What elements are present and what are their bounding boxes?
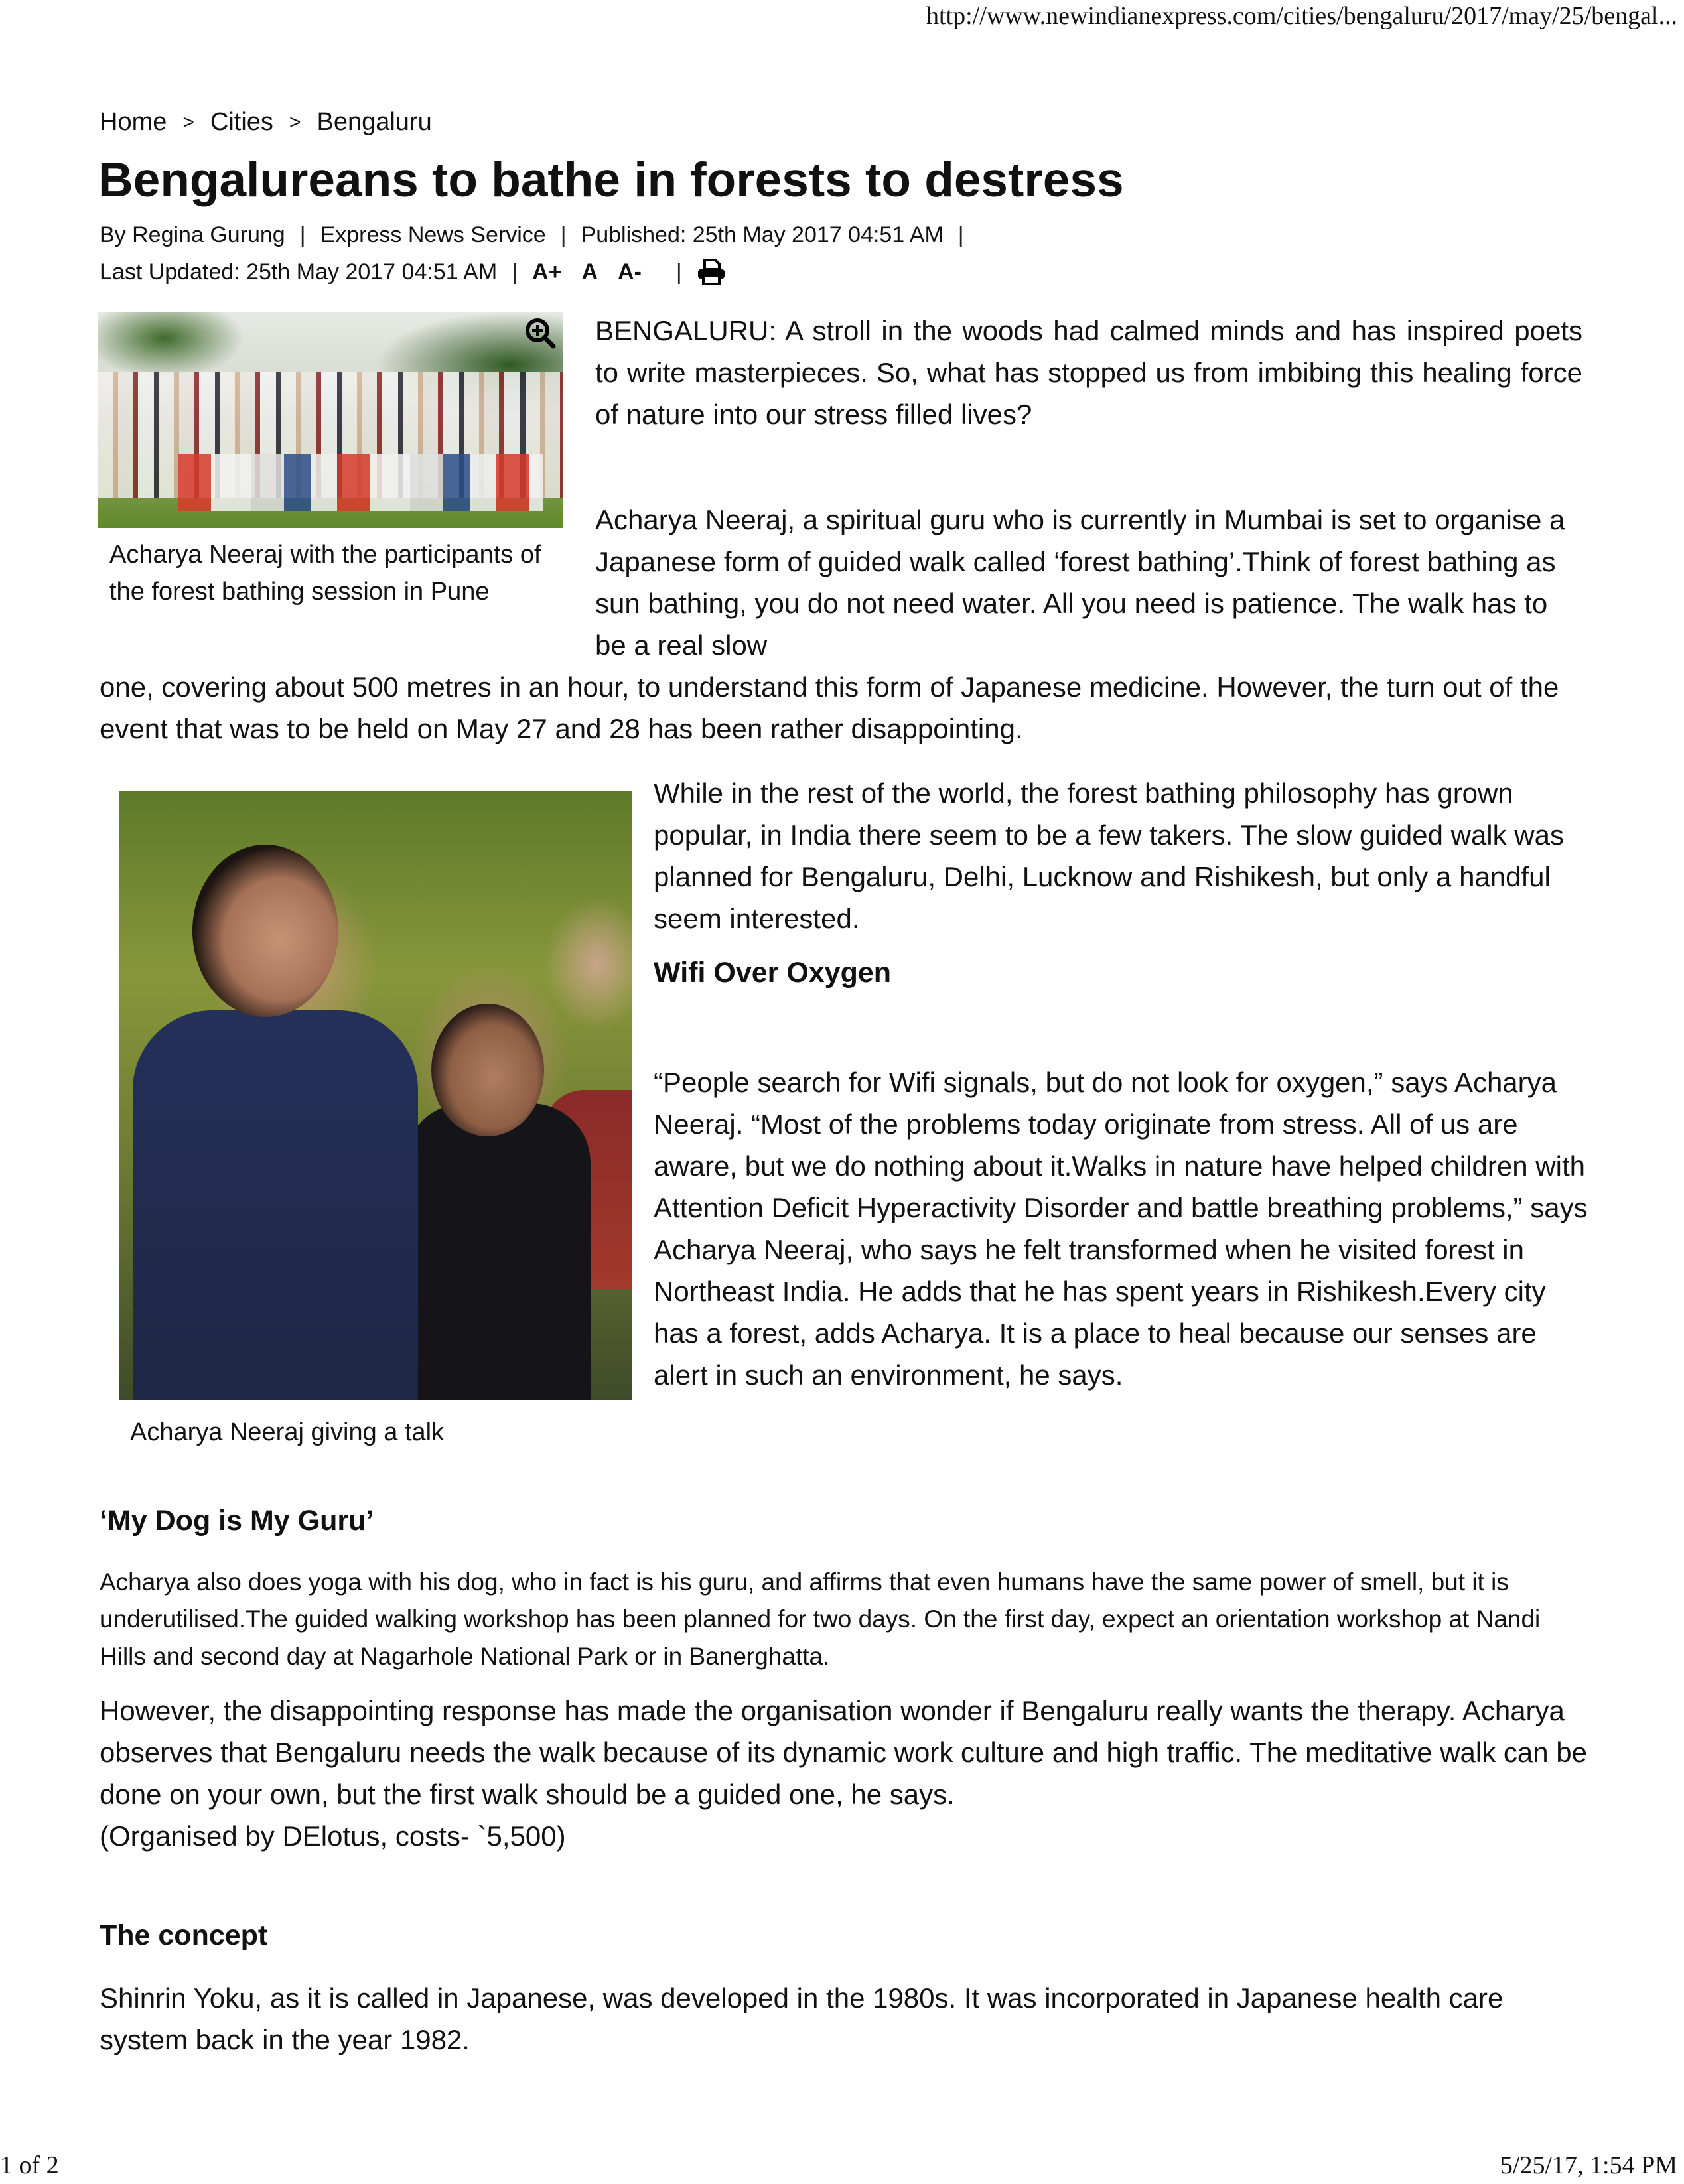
photo-caption: Acharya Neeraj giving a talk: [130, 1418, 445, 1446]
photo-front-row-decor: [178, 454, 543, 511]
article-paragraph: Shinrin Yoku, as it is called in Japanese, was developed in the 1980s. It was incorporated in Japanese health care system back in the year 1982.: [100, 1982, 1504, 2055]
byline: By Regina Gurung: [100, 222, 285, 247]
article-meta-updated: [100, 259, 726, 285]
article-meta: [100, 222, 979, 248]
zoom-in-icon[interactable]: [524, 317, 556, 349]
breadcrumb: [100, 108, 432, 137]
breadcrumb-bengaluru[interactable]: Bengaluru: [316, 108, 432, 136]
photo-person-decor: [431, 1004, 544, 1136]
article-paragraph: one, covering about 500 metres in an hour, to understand this form of Japanese medicine. However, the turn out of the event that was to be held on May 27 and 28 has been rather disappointing.: [100, 671, 1559, 744]
divider: |: [299, 222, 306, 247]
article-note: (Organised by DElotus, costs- `5,500): [100, 1820, 566, 1852]
divider: |: [560, 222, 567, 247]
article-paragraph: While in the rest of the world, the forest bathing philosophy has grown popular, in India there seem to be a few takers. The slow guided walk was planned for Bengaluru, Delhi, Lucknow and Rishikesh, but only a handful seem interested.: [654, 778, 1564, 934]
article-paragraph: Acharya also does yoga with his dog, who in fact is his guru, and affirms that even humans have the same power of smell, but it is underutilised.The guided walking workshop has been planned for two days. On the first day, expect an orientation workshop at Nandi Hills and second day at Nagarhole National Park or in Banerghatta.: [100, 1568, 1541, 1670]
article-paragraph: However, the disappointing response has made the organisation wonder if Bengaluru really wants the therapy. Acharya observes that Bengaluru needs the walk because of its dynamic work culture and high traffic. The meditative walk can be done on your own, but the first walk should be a guided one, he says.: [100, 1695, 1588, 1810]
font-reset-button[interactable]: A: [581, 259, 598, 285]
subheading: Wifi Over Oxygen: [654, 957, 892, 989]
divider: |: [957, 222, 964, 247]
photo-person-decor: [405, 1103, 591, 1400]
article-title: Bengalureans to bathe in forests to destress: [98, 153, 1124, 207]
print-page-number: 1 of 2: [0, 2151, 59, 2179]
agency: Express News Service: [320, 222, 546, 247]
article-paragraph: “People search for Wifi signals, but do not look for oxygen,” says Acharya Neeraj. “Most of the problems today originate from stress. All of us are aware, but we do nothing about it.Walks in nature have helped children with Attention Deficit Hyperactivity Disorder and battle breathing problems,” says Acharya Neeraj, who says he felt transformed when he visited forest in Northeast India. He adds that he has spent years in Rishikesh.Every city has a forest, adds Acharya. It is a place to heal because our senses are alert in such an environment, he says.: [654, 1067, 1588, 1391]
print-header-url: http://www.newindianexpress.com/cities/bengaluru/2017/may/25/bengal...: [926, 2, 1677, 30]
divider: |: [512, 259, 518, 285]
article-paragraph: Acharya Neeraj, a spiritual guru who is currently in Mumbai is set to organise a Japanese form of guided walk called ‘forest bathing’.Think of forest bathing as sun bathing, you do not need water. All you need is patience. The walk has to be a real slow: [595, 504, 1565, 661]
photo-person-decor: [192, 845, 338, 1017]
font-increase-button[interactable]: A+: [532, 259, 562, 285]
article-paragraph-block: [100, 1690, 1592, 1857]
article-paragraph: BENGALURU: A stroll in the woods had calmed minds and has inspired poets to write masterpieces. So, what has stopped us from imbibing this healing force of nature into our stress filled lives?: [595, 315, 1582, 430]
photo-person-decor: [133, 1010, 418, 1400]
breadcrumb-home[interactable]: Home: [100, 108, 167, 136]
published-date: Published: 25th May 2017 04:51 AM: [581, 222, 944, 247]
speaker-photo: [119, 791, 632, 1400]
subheading: The concept: [100, 1919, 268, 1951]
last-updated-date: Last Updated: 25th May 2017 04:51 AM: [100, 259, 498, 285]
chevron-right-icon: >: [289, 111, 301, 133]
print-icon[interactable]: [697, 259, 726, 285]
photo-caption: Acharya Neeraj with the participants of the forest bathing session in Pune: [109, 541, 541, 606]
print-datetime: 5/25/17, 1:54 PM: [1500, 2151, 1677, 2179]
font-decrease-button[interactable]: A-: [618, 259, 642, 285]
breadcrumb-cities[interactable]: Cities: [210, 108, 273, 136]
divider: |: [675, 259, 682, 285]
group-photo[interactable]: [98, 312, 563, 528]
subheading: ‘My Dog is My Guru’: [100, 1505, 374, 1536]
chevron-right-icon: >: [182, 111, 194, 133]
